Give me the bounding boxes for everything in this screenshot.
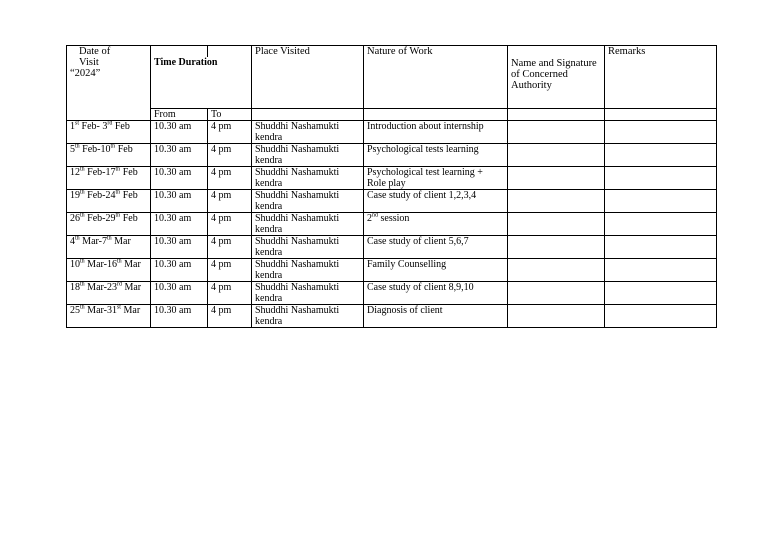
cell-authority-signature [508,190,605,213]
table-row [67,259,717,282]
table-row [67,236,717,259]
cell-place-text: Shuddhi Nashamukti kendra [255,236,340,258]
cell-from-text: 10.30 am [154,167,192,178]
cell-m2-text: Feb [115,144,133,155]
cell-to [208,167,252,190]
cell-remarks [605,259,717,282]
cell-to-text: 4 pm [211,213,232,224]
cell-from [151,190,208,213]
cell-from-text: 10.30 am [154,305,192,316]
cell-date [67,305,151,328]
cell-place [252,282,364,305]
table-row [67,167,717,190]
cell-s1-text: th [80,212,85,219]
cell-authority-signature [508,305,605,328]
cell-place [252,259,364,282]
table-row [67,282,717,305]
cell-to [208,144,252,167]
cell-to-text: 4 pm [211,236,232,247]
cell-place-text: Shuddhi Nashamukti kendra [255,167,340,189]
time-column-divider [207,45,208,57]
cell-m1-text: Mar-23 [84,282,117,293]
cell-from [151,305,208,328]
cell-remarks [605,121,717,144]
table-row [67,305,717,328]
cell-m1-text: Feb-29 [84,213,116,224]
cell-authority-signature [508,167,605,190]
cell-from-text: 10.30 am [154,259,192,270]
cell-to [208,282,252,305]
cell-d1-text: 18 [70,282,80,293]
cell-m2-text: Feb [120,190,138,201]
header-place-visited: Place Visited [252,46,364,109]
cell-nature-of-work [364,167,508,190]
cell-date [67,121,151,144]
cell-to-text: 4 pm [211,121,232,132]
cell-authority-signature [508,144,605,167]
cell-from [151,282,208,305]
cell-date [67,259,151,282]
cell-work-text: Case study of client 1,2,3,4 [367,190,477,201]
cell-s2-text: rd [107,120,113,127]
cell-m2-text: Mar [121,259,141,270]
table-row [67,190,717,213]
cell-nature-of-work [364,282,508,305]
cell-remarks [605,282,717,305]
cell-to [208,305,252,328]
cell-to [208,259,252,282]
cell-date [67,213,151,236]
cell-s2-text: th [106,235,112,242]
cell-place [252,190,364,213]
cell-m1-text: Mar-7 [79,236,107,247]
cell-d1-text: 26 [70,213,80,224]
cell-from-text: 10.30 am [154,144,192,155]
cell-m2-text: Feb [120,213,138,224]
cell-to [208,121,252,144]
subheader-empty-remarks [605,109,717,121]
cell-to-text: 4 pm [211,167,232,178]
cell-from [151,167,208,190]
cell-s1-text: th [80,304,85,311]
cell-work-text: 2 [367,213,372,224]
cell-d1-text: 10 [70,259,80,270]
cell-to-text: 4 pm [211,259,232,270]
cell-place [252,167,364,190]
header-remarks: Remarks [605,46,717,109]
cell-place-text: Shuddhi Nashamukti kendra [255,305,340,327]
cell-to-text: 4 pm [211,305,232,316]
header-date-of-visit [67,46,151,121]
cell-m2-text: Mar [111,236,131,247]
cell-work-text: Psychological tests learning [367,144,479,155]
cell-nature-of-work [364,213,508,236]
visit-rows [67,121,717,328]
cell-to [208,190,252,213]
cell-s2-text: th [115,212,121,219]
cell-m2-text: Mar [121,282,142,293]
cell-date [67,144,151,167]
cell-date [67,236,151,259]
cell-place [252,305,364,328]
cell-m2-text: Feb [112,121,130,132]
cell-m1-text: Mar-16 [84,259,117,270]
table-row [67,121,717,144]
cell-place-text: Shuddhi Nashamukti kendra [255,282,340,304]
cell-nature-of-work [364,144,508,167]
header-nature-of-work: Nature of Work [364,46,508,109]
cell-from [151,144,208,167]
cell-to [208,236,252,259]
cell-d1-text: 12 [70,167,80,178]
cell-work-rest-text: session [378,213,410,224]
cell-from-text: 10.30 am [154,190,192,201]
cell-date [67,167,151,190]
cell-remarks [605,236,717,259]
header-concerned-authority: Name and Signature of Concerned Authority [508,46,605,109]
cell-s2-text: rd [116,281,122,288]
cell-place [252,236,364,259]
cell-work-text: Case study of client 5,6,7 [367,236,469,247]
cell-m1-text: Feb-24 [84,190,116,201]
table-row [67,144,717,167]
internship-visit-log-table [66,45,717,328]
header-date-line2: Visit [79,57,99,68]
cell-s2-text: th [110,143,116,150]
cell-to-text: 4 pm [211,144,232,155]
subheader-empty-place [252,109,364,121]
cell-d1-text: 4 [70,236,75,247]
cell-s1-text: th [80,281,85,288]
cell-m2-text: Mar [120,305,141,316]
cell-from-text: 10.30 am [154,236,192,247]
cell-remarks [605,305,717,328]
cell-from [151,259,208,282]
cell-place-text: Shuddhi Nashamukti kendra [255,190,340,212]
table-row [67,213,717,236]
cell-place-text: Shuddhi Nashamukti kendra [255,144,340,166]
cell-d1-text: 5 [70,144,75,155]
subheader-empty-authority [508,109,605,121]
cell-work-text: Psychological test learning + Role play [367,167,483,189]
cell-to-text: 4 pm [211,190,232,201]
cell-d1-text: 19 [70,190,80,201]
cell-s1-text: th [75,143,80,150]
cell-authority-signature [508,121,605,144]
cell-authority-signature [508,282,605,305]
cell-nature-of-work [364,305,508,328]
header-date-line1: Date of [79,46,111,57]
cell-s2-text: th [116,258,122,265]
cell-d1-text: 25 [70,305,80,316]
cell-s1-text: th [80,166,85,173]
cell-nature-of-work [364,190,508,213]
cell-s2-text: th [115,189,121,196]
cell-s1-text: th [80,258,85,265]
cell-from-text: 10.30 am [154,121,192,132]
cell-work-text: Diagnosis of client [367,305,443,316]
cell-nature-of-work [364,236,508,259]
cell-date [67,282,151,305]
cell-s1-text: th [75,235,80,242]
cell-place [252,213,364,236]
cell-nature-of-work [364,121,508,144]
cell-s2-text: th [115,166,121,173]
subheader-from: From [151,109,208,121]
cell-place [252,121,364,144]
cell-place-text: Shuddhi Nashamukti kendra [255,121,340,143]
cell-work-text: Case study of client 8,9,10 [367,282,474,293]
cell-remarks [605,190,717,213]
cell-from-text: 10.30 am [154,213,192,224]
cell-remarks [605,167,717,190]
cell-from [151,121,208,144]
cell-authority-signature [508,236,605,259]
subheader-empty-nature [364,109,508,121]
cell-s2-text: st [116,304,121,311]
subheader-row [67,109,717,121]
cell-work-sup-text: nd [372,212,378,219]
cell-from [151,213,208,236]
cell-date [67,190,151,213]
cell-to [208,213,252,236]
header-time-duration [151,46,252,109]
subheader-to: To [208,109,252,121]
cell-m2-text: Feb [120,167,138,178]
cell-s1-text: th [80,189,85,196]
cell-nature-of-work [364,259,508,282]
cell-s1-text: st [75,120,80,127]
cell-remarks [605,213,717,236]
cell-work-text: Introduction about internship [367,121,484,132]
header-date-year: “2024” [70,68,101,79]
cell-to-text: 4 pm [211,282,232,293]
cell-m1-text: Feb-17 [84,167,116,178]
cell-from [151,236,208,259]
header-row [67,46,717,109]
cell-from-text: 10.30 am [154,282,192,293]
cell-m1-text: Mar-31 [84,305,117,316]
cell-d1-text: 1 [70,121,75,132]
cell-place-text: Shuddhi Nashamukti kendra [255,259,340,281]
cell-remarks [605,144,717,167]
cell-work-text: Family Counselling [367,259,447,270]
cell-m1-text: Feb-10 [79,144,111,155]
cell-authority-signature [508,213,605,236]
cell-m1-text: Feb- 3 [79,121,108,132]
cell-authority-signature [508,259,605,282]
header-time-duration-label: Time Duration [154,57,218,68]
cell-place-text: Shuddhi Nashamukti kendra [255,213,340,235]
cell-place [252,144,364,167]
